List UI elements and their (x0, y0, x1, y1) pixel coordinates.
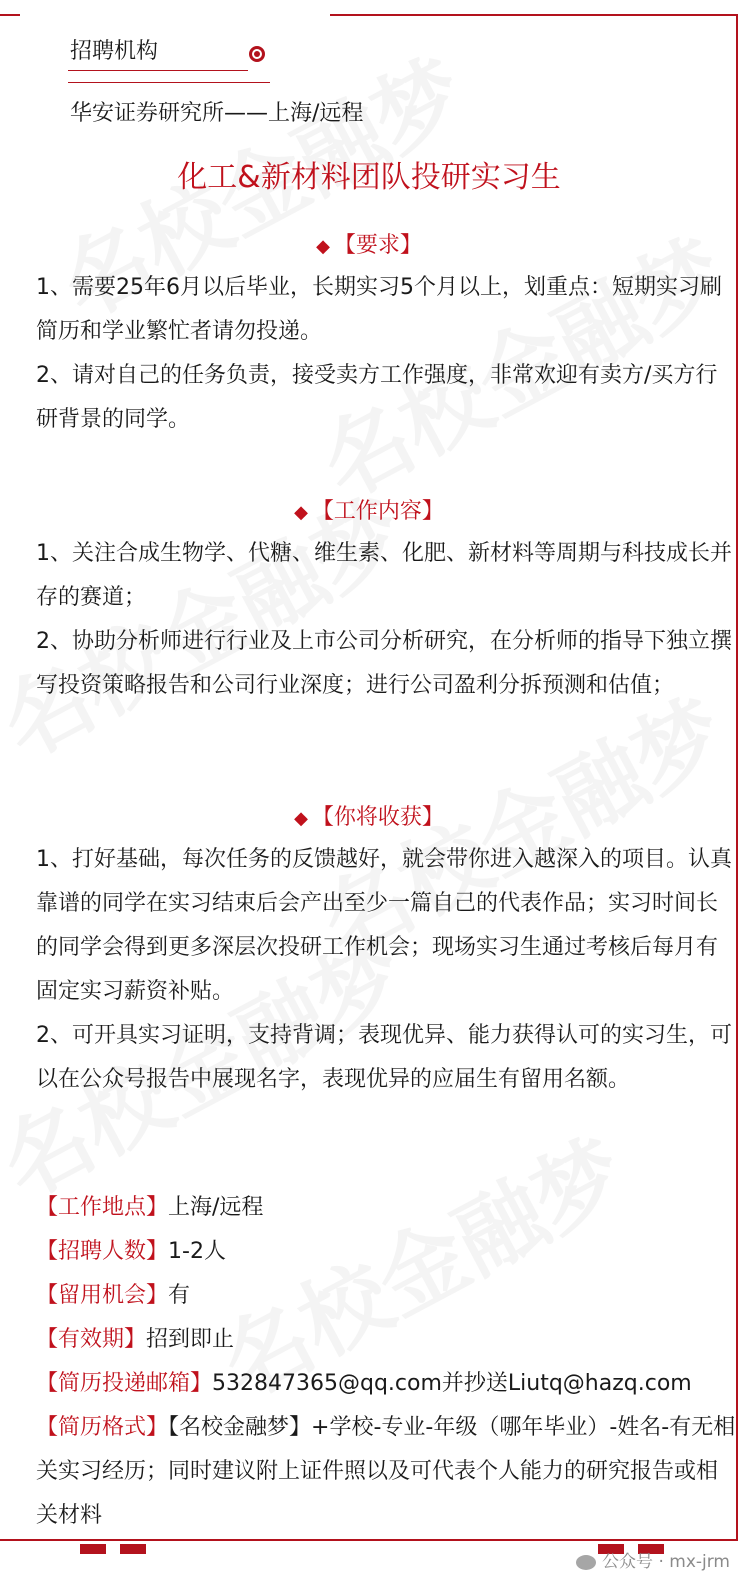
section-item: 2、协助分析师进行行业及上市公司分析研究，在分析师的指导下独立撰写投资策略报告和公司行业深度；进行公司盈利分拆预测和估值； (36, 629, 732, 698)
org-name: 华安证券研究所——上海/远程 (70, 101, 364, 126)
section-heading: ◆ 【工作内容】 (294, 499, 444, 524)
decor-dash (80, 1544, 106, 1554)
footer-account: 公众号 · mx-jrm (576, 1547, 730, 1572)
section-heading: ◆ 【要求】 (316, 233, 422, 258)
section-item: 1、需要25年6月以后毕业，长期实习5个月以上，划重点：短期实习刷简历和学业繁忙者请勿投递。 (36, 275, 722, 344)
info-row: 【有效期】招到即止 (36, 1327, 235, 1352)
diamond-icon: ◆ (294, 808, 308, 829)
info-row: 【留用机会】有 (36, 1283, 191, 1308)
section-item: 2、请对自己的任务负责，接受卖方工作强度，非常欢迎有卖方/买方行研背景的同学。 (36, 363, 718, 432)
section-item: 1、关注合成生物学、代糖、维生素、化肥、新材料等周期与科技成长并存的赛道； (36, 541, 732, 610)
section-heading: ◆ 【你将收获】 (294, 805, 444, 830)
diamond-icon: ◆ (316, 236, 330, 257)
circle-dot-icon (249, 46, 265, 62)
frame-line (0, 14, 20, 16)
info-row: 【招聘人数】1-2人 (36, 1239, 226, 1264)
org-label: 招聘机构 (70, 39, 159, 64)
divider (68, 82, 270, 83)
diamond-icon: ◆ (294, 502, 308, 523)
info-row-format: 【简历格式】【名校金融梦】+学校-专业-年级（哪年毕业）-姓名-有无相关实习经历；同时建议附上证件照以及可代表个人能力的研究报告或相关材料 (36, 1415, 736, 1528)
divider (68, 70, 248, 71)
job-title: 化工&新材料团队投研实习生 (177, 160, 561, 195)
wechat-icon (576, 1555, 596, 1570)
frame-line (330, 14, 738, 16)
section-item: 2、可开具实习证明，支持背调；表现优异、能力获得认可的实习生，可以在公众号报告中展现名字，表现优异的应届生有留用名额。 (36, 1023, 732, 1092)
decor-dash (120, 1544, 146, 1554)
frame-line (0, 1539, 738, 1541)
info-row: 【工作地点】上海/远程 (36, 1195, 264, 1220)
section-item: 1、打好基础，每次任务的反馈越好，就会带你进入越深入的项目。认真靠谱的同学在实习结束后会产出至少一篇自己的代表作品；实习时间长的同学会得到更多深层次投研工作机会；现场实习生通过考核后每月有固定实习薪资补贴。 (36, 847, 732, 1004)
info-row-email: 【简历投递邮箱】532847365@qq.com并抄送Liutq@hazq.com (36, 1371, 692, 1396)
